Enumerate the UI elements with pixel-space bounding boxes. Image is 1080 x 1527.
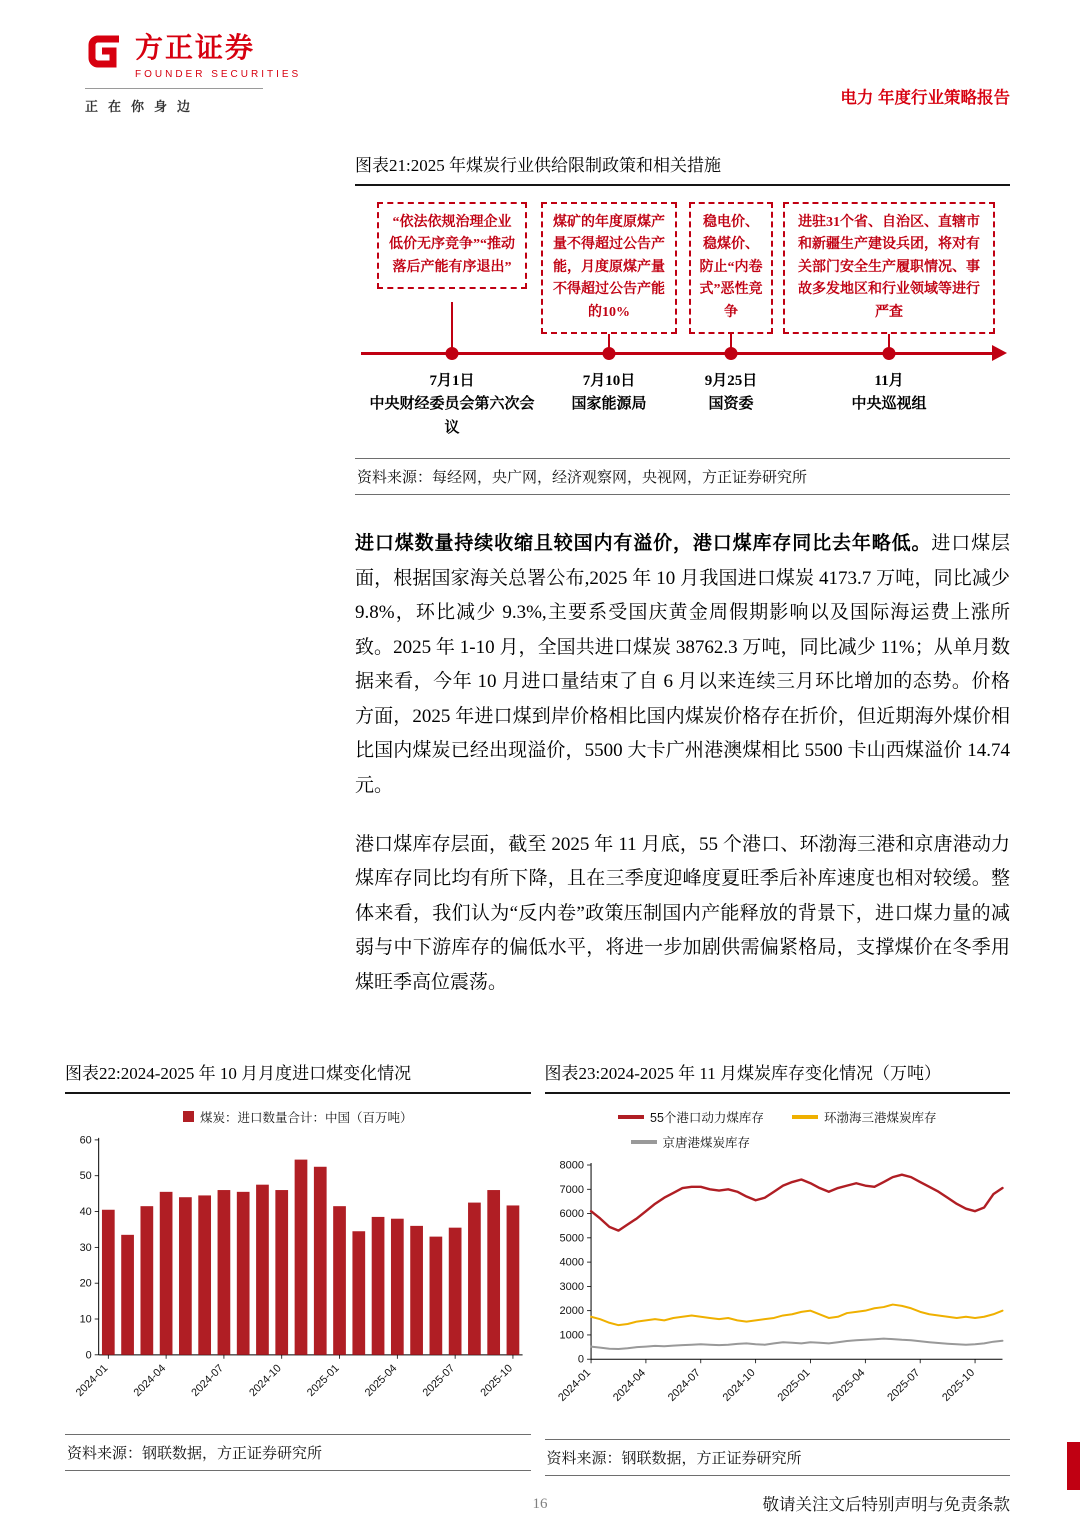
brand-block (85, 26, 301, 115)
timeline-dot (603, 347, 616, 360)
event-org: 国资委 (708, 396, 754, 413)
policy-timeline-diagram (355, 202, 1010, 450)
svg-text:0: 0 (577, 1353, 584, 1366)
policy-box-3: 稳电价、稳煤价、防止“内卷式”恶性竞争 (689, 202, 773, 334)
svg-text:4000: 4000 (559, 1256, 584, 1269)
legend-label: 55个港口动力煤库存 (650, 1110, 764, 1125)
event-date: 7月1日 (429, 373, 475, 389)
svg-text:60: 60 (79, 1133, 92, 1146)
svg-text:10: 10 (79, 1312, 92, 1325)
legend-swatch-icon (183, 1111, 194, 1122)
event-date: 11月 (874, 373, 904, 389)
event-date: 9月25日 (704, 373, 758, 389)
footer-disclaimer: 敬请关注文后特别声明与免责条款 (762, 1495, 1010, 1514)
figure-22 (65, 1059, 531, 1476)
brand-name-cn: 方正证券 (135, 32, 256, 63)
svg-text:2024-04: 2024-04 (610, 1366, 648, 1404)
svg-text:7000: 7000 (559, 1183, 584, 1196)
svg-text:2025-04: 2025-04 (829, 1366, 867, 1404)
timeline-connector (451, 302, 453, 352)
body-text (355, 527, 1010, 1001)
svg-text:8000: 8000 (559, 1159, 584, 1172)
svg-text:20: 20 (79, 1277, 92, 1290)
svg-text:2024-07: 2024-07 (189, 1361, 227, 1399)
timeline-dot (725, 347, 738, 360)
figure-23 (545, 1059, 1011, 1476)
event-org: 中央财经委员会第六次会议 (369, 396, 535, 436)
paragraph-1-rest: 进口煤层面，根据国家海关总署公布,2025 年 10 月我国进口煤炭 4173.7 万吨，同比减少 9.8%，环比减少 9.3%,主要系受国庆黄金周假期影响以及国际海运费上涨所致。2025 年 1-10 月，全国共进口煤炭 38762.3 万吨，同比减少 11%；从单月数据来看，今年 10 月进口量结束了自 6 月以来连续三月环比增加的态势。价格方面，2025 年进口煤到岸价格相比国内煤炭价格存在折价，但近期海外煤价相比国内煤炭已经出现溢价，5500 大卡广州港澳煤相比 5500 卡山西煤溢价 14.74 元。 (355, 533, 1010, 797)
svg-text:2024-04: 2024-04 (131, 1361, 169, 1399)
svg-text:2024-01: 2024-01 (555, 1366, 593, 1404)
svg-text:30: 30 (79, 1241, 92, 1254)
brand-slogan: 正在你身边 (85, 99, 201, 114)
svg-text:1000: 1000 (559, 1328, 584, 1341)
timeline-arrow-icon (992, 345, 1007, 361)
svg-text:0: 0 (85, 1348, 92, 1361)
timeline-dot (446, 347, 459, 360)
page-number: 16 (532, 1496, 548, 1512)
charts-row (65, 1059, 1010, 1476)
svg-text:2025-07: 2025-07 (884, 1366, 922, 1404)
legend-label: 煤炭：进口数量合计：中国（百万吨） (199, 1110, 413, 1125)
svg-text:2024-01: 2024-01 (73, 1361, 111, 1399)
event-date: 7月10日 (582, 373, 636, 389)
policy-box-2: 煤矿的年度原煤产量不得超过公告产能，月度原煤产量不得超过公告产能的10% (541, 202, 677, 334)
svg-text:2025-01: 2025-01 (775, 1366, 813, 1404)
svg-text:2024-07: 2024-07 (665, 1366, 703, 1404)
legend-swatch-icon (618, 1115, 644, 1119)
paragraph-2: 港口煤库存层面，截至 2025 年 11 月底，55 个港口、环渤海三港和京唐港动力煤库存同比均有所下降，且在三季度迎峰度夏旺季后补库速度也相对较缓。整体来看，我们认为“反内卷”政策压制国内产能释放的背景下，进口煤力量的减弱与中下游库存的偏低水平，将进一步加剧供需偏紧格局，支撑煤价在冬季用煤旺季高位震荡。 (355, 833, 1010, 993)
legend-label: 京唐港煤炭库存 (662, 1135, 751, 1150)
coal-inventory-line-chart (545, 1155, 1011, 1437)
import-coal-bar-chart (65, 1130, 531, 1432)
figure-23-source: 资料来源：钢联数据，方正证券研究所 (545, 1439, 1011, 1476)
policy-box-1: “依法依规治理企业低价无序竞争”“推动落后产能有序退出” (377, 202, 527, 289)
legend-swatch-icon (631, 1140, 657, 1144)
page-edge-marker (1067, 1442, 1080, 1490)
report-category-tag: 电力 年度行业策略报告 (840, 89, 1010, 107)
svg-text:6000: 6000 (559, 1207, 584, 1220)
legend-item (792, 1108, 937, 1126)
policy-box-4: 进驻31个省、自治区、直辖市和新疆生产建设兵团，将对有关部门安全生产履职情况、事故多发地区和行业领域等进行严查 (783, 202, 995, 334)
legend-item (618, 1108, 764, 1126)
timeline-event-1 (370, 370, 535, 440)
legend-label: 环渤海三港煤炭库存 (823, 1110, 937, 1125)
svg-text:2025-07: 2025-07 (420, 1361, 458, 1399)
svg-text:40: 40 (79, 1205, 92, 1218)
svg-text:2025-10: 2025-10 (939, 1366, 977, 1404)
svg-text:2025-01: 2025-01 (304, 1361, 342, 1399)
legend-item (183, 1108, 413, 1126)
figure-22-source: 资料来源：钢联数据，方正证券研究所 (65, 1434, 531, 1471)
figure-21-title: 图表21:2025 年煤炭行业供给限制政策和相关措施 (355, 151, 1010, 186)
founder-logo-icon (85, 31, 125, 76)
figure-21 (355, 151, 1010, 495)
svg-text:2025-04: 2025-04 (362, 1361, 400, 1399)
figure-22-legend (65, 1108, 531, 1126)
figure-22-title: 图表22:2024-2025 年 10 月月度进口煤变化情况 (65, 1059, 531, 1094)
svg-text:5000: 5000 (559, 1231, 584, 1244)
svg-text:2025-10: 2025-10 (478, 1361, 516, 1399)
timeline-event-4 (807, 370, 972, 417)
svg-text:50: 50 (79, 1169, 92, 1182)
paragraph-1 (355, 527, 1010, 804)
paragraph-1-lead: 进口煤数量持续收缩且较国内有溢价，港口煤库存同比去年略低。 (355, 533, 932, 554)
event-org: 中央巡视组 (851, 396, 927, 413)
svg-text:3000: 3000 (559, 1280, 584, 1293)
page-header (0, 0, 1080, 115)
figure-21-source: 资料来源：每经网，央广网，经济观察网，央视网，方正证券研究所 (355, 458, 1010, 495)
legend-item (631, 1133, 751, 1151)
timeline-event-3 (649, 370, 814, 417)
svg-text:2024-10: 2024-10 (247, 1361, 284, 1399)
figure-23-legend (545, 1108, 1011, 1151)
brand-divider (85, 88, 263, 89)
legend-swatch-icon (792, 1115, 818, 1119)
brand-name-en: FOUNDER SECURITIES (135, 69, 302, 80)
event-org: 国家能源局 (571, 396, 647, 413)
svg-text:2024-10: 2024-10 (720, 1366, 758, 1404)
figure-23-title: 图表23:2024-2025 年 11 月煤炭库存变化情况（万吨） (545, 1059, 1011, 1094)
svg-text:2000: 2000 (559, 1304, 584, 1317)
timeline-dot (883, 347, 896, 360)
